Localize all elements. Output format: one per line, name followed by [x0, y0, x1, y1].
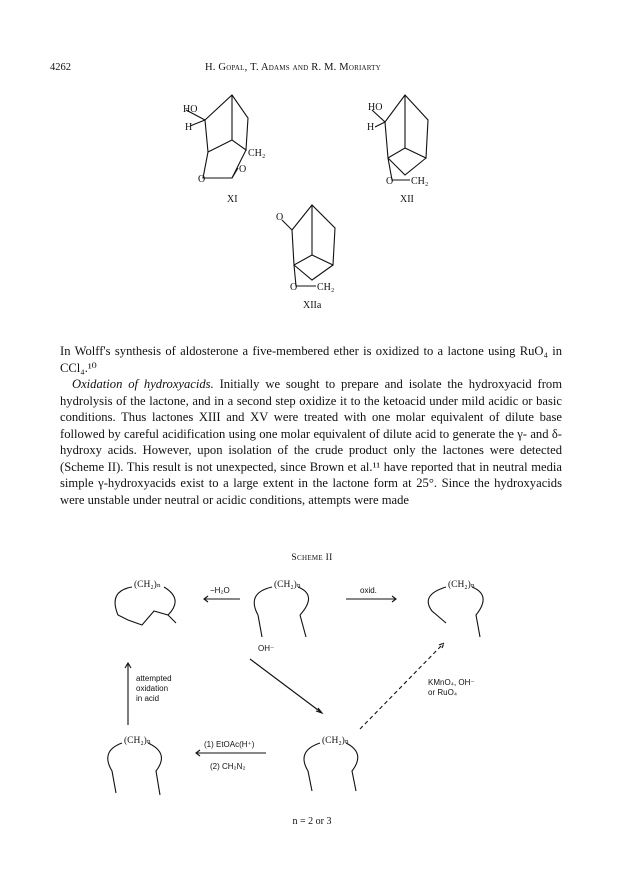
page-header	[0, 62, 624, 78]
label-reagent-1: (1) EtOAc(H⁺)	[204, 740, 255, 749]
label-minus-h2o: −H₂O	[210, 586, 230, 595]
ketoacid-ring	[428, 587, 483, 637]
paragraph-2-runin-heading: Oxidation of hydroxyacids.	[72, 377, 214, 391]
label-reagent-2: (2) CH₂N₂	[210, 762, 246, 771]
paragraph-1: In Wolff's synthesis of aldosterone a five-membered ether is oxidized to a lactone using RuO₄ in CCl₄.¹⁰	[60, 344, 562, 375]
xiia-cage	[292, 205, 335, 265]
xi-cage	[205, 95, 248, 152]
label-hydroxide: OH⁻	[258, 644, 275, 653]
xiia-cage-inner	[294, 205, 333, 280]
xiia-o-ring: O	[290, 282, 298, 293]
label-attempted-1: attempted	[136, 674, 172, 683]
ring-label-hydroxyacid: (CH₂)ₙ	[274, 580, 301, 590]
label-kmno4-2: or RuO₄	[428, 688, 458, 697]
arrow-dehydration	[204, 596, 240, 602]
running-authors: H. Gopal, T. Adams and R. M. Moriarty	[205, 62, 381, 73]
label-attempted-3: in acid	[136, 694, 160, 703]
hydroxyacid-bonds	[258, 615, 306, 637]
methyl-ester-ring	[108, 743, 162, 795]
arrow-hydroxide	[250, 659, 322, 713]
xiia-ch2: CH₂	[317, 282, 335, 293]
xi-label: XI	[227, 194, 238, 205]
xiia-label: XIIa	[303, 300, 322, 311]
label-attempted-2: oxidation	[136, 684, 169, 693]
xii-ch2: CH₂	[411, 176, 429, 187]
ring-label-lactone: (CH₂)ₙ	[134, 580, 161, 590]
scheme-title: Scheme II	[291, 553, 333, 563]
xii-ho: HO	[368, 102, 383, 113]
xii-label: XII	[400, 194, 414, 205]
carboxylate-ring	[304, 743, 358, 791]
ring-label-carboxylate: (CH₂)ₙ	[322, 736, 349, 746]
arrow-oxidation	[346, 596, 396, 602]
paragraph-2	[60, 376, 562, 508]
ring-label-ketoacid: (CH₂)ₙ	[448, 580, 475, 590]
label-oxid: oxid.	[360, 586, 377, 595]
lactone-carbonyl	[168, 615, 176, 623]
arrow-attempted-oxidation	[125, 663, 131, 725]
xii-cage-inner	[388, 95, 426, 175]
xi-o-ring: O	[198, 174, 206, 185]
scheme-ii-diagram	[0, 565, 624, 815]
xii-o-ring: O	[386, 176, 394, 187]
xi-h: H	[185, 122, 193, 133]
xiia-o-carbonyl: O	[276, 212, 284, 223]
scheme-footnote: n = 2 or 3	[292, 816, 332, 827]
xii-h: H	[367, 122, 375, 133]
xiia-carbonyl-bond	[282, 220, 292, 230]
body-text	[60, 343, 562, 508]
xii-cage	[385, 95, 428, 158]
xi-carbonyl-bond	[232, 168, 238, 178]
hydroxyacid-ring	[254, 587, 308, 615]
xi-ch2: CH₂	[248, 148, 266, 159]
label-kmno4-1: KMnO₄, OH⁻	[428, 678, 475, 687]
arrow-esterification	[196, 750, 266, 756]
xi-o-carbonyl: O	[239, 164, 247, 175]
structures-figure	[0, 80, 624, 330]
xi-ho: HO	[183, 104, 198, 115]
paragraph-2-text: Initially we sought to prepare and isolate the hydroxyacid from hydrolysis of the lactone, and in a second step oxidize it to the ketoacid under mild acidic or basic conditions. Thus lactones XIII and XV were treated with one molar equivalent of dilute base followed by careful acidification using one molar equivalent of dilute acid to generate the γ- and δ-hydroxy acids. However, upon isolation of the crude product only the lactones were detected (Scheme II). This result is not unexpected, since Brown et al.¹¹ have reported that in neutral media simple γ-hydroxyacids exist to a large extent in the lactone form at 25°. Since the hydroxyacids were unstable under neutral or acidic conditions, attempts were made	[60, 377, 562, 507]
page-number: 4262	[50, 62, 71, 73]
ring-label-methyl-ester: (CH₂)ₙ	[124, 736, 151, 746]
lactone-ring	[115, 587, 175, 625]
